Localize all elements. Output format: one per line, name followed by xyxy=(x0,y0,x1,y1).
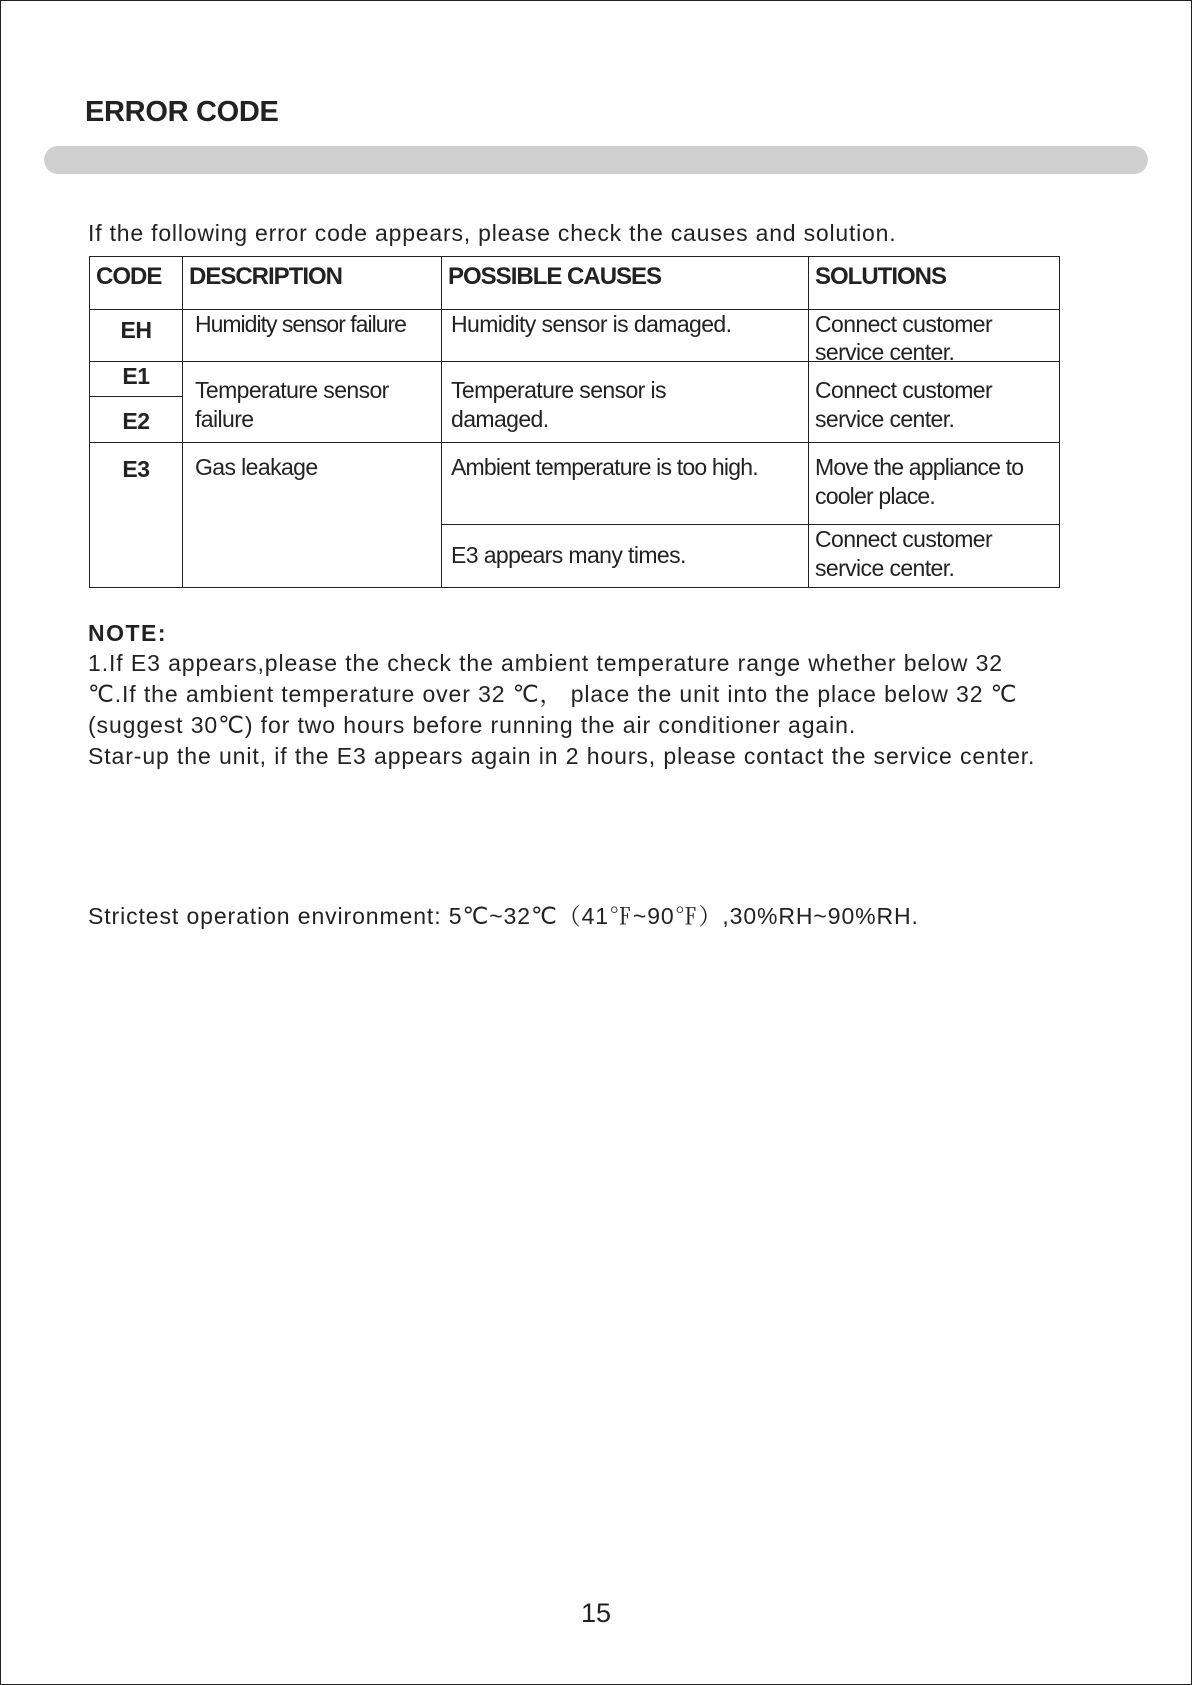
code-cell: EH xyxy=(90,310,183,362)
code-cell: E3 xyxy=(90,443,183,588)
description-cell: Gas leakage xyxy=(183,443,442,588)
table-row xyxy=(90,443,1060,525)
code-cell: E2 xyxy=(90,397,183,443)
description-cell: Temperature sensor failure xyxy=(183,362,442,443)
table-row xyxy=(90,362,1060,397)
page-title: ERROR CODE xyxy=(85,96,279,128)
note-title: NOTE: xyxy=(88,620,168,646)
header-solutions: SOLUTIONS xyxy=(809,257,1060,310)
cause-cell: E3 appears many times. xyxy=(442,525,809,588)
code-cell: E1 xyxy=(90,362,183,397)
solution-cell: Connect customer service center. xyxy=(809,525,1060,588)
header-possible-causes: POSSIBLE CAUSES xyxy=(442,257,809,310)
operation-environment-text: Strictest operation environment: 5℃~32℃（41℉~90℉）,30%RH~90%RH. xyxy=(88,903,919,929)
section-divider-bar xyxy=(44,146,1148,174)
solution-cell: Move the appliance to cooler place. xyxy=(809,443,1060,525)
cause-cell: Humidity sensor is damaged. xyxy=(442,310,809,362)
cause-cell: Temperature sensor is damaged. xyxy=(442,362,809,443)
solution-cell xyxy=(809,310,1060,362)
solution-cell: Connect customer service center. xyxy=(809,362,1060,443)
page-number: 15 xyxy=(580,1598,612,1628)
note-paragraph: 1.If E3 appears,please the check the ambient temperature range whether below 32 ℃.If the ambient temperature over 32 ℃， place the unit into the place below 32 ℃ (suggest 30℃) for two hours before running the air conditioner again. xyxy=(88,650,1018,738)
solution-text: Connect customer service center. xyxy=(815,311,993,360)
intro-text: If the following error code appears, please check the causes and solution. xyxy=(88,220,897,246)
error-code-table xyxy=(89,256,1060,588)
header-code: CODE xyxy=(90,257,183,310)
note-body xyxy=(88,648,1048,772)
note-paragraph: Star-up the unit, if the E3 appears again in 2 hours, please contact the service center. xyxy=(88,743,1036,769)
header-description: DESCRIPTION xyxy=(183,257,442,310)
cause-cell: Ambient temperature is too high. xyxy=(442,443,809,525)
table-row xyxy=(90,310,1060,362)
table-header-row xyxy=(90,257,1060,310)
description-cell: Humidity sensor failure xyxy=(183,310,442,362)
